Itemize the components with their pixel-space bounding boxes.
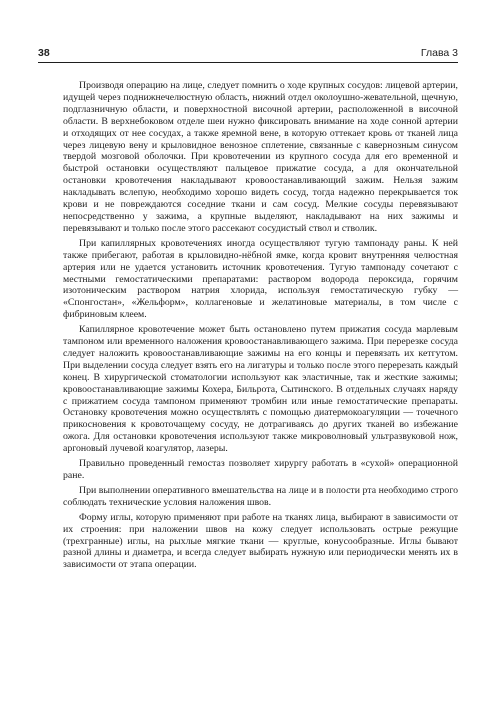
running-header (38, 47, 458, 59)
header-rule (38, 62, 458, 63)
paragraph: Форму иглы, которую применяют при работе на тканях лица, выбирают в зависимости от их строения: при наложении швов на кожу следует использовать острые режущие (трехгранные) иглы, на рыхлые мягкие ткани — круглые, конусообразные. Иглы бывают разной длины и диаметра, и всегда следует выбирать нужную или периодически менять их в зависимости от этапа операции. (63, 511, 458, 571)
paragraph: При капиллярных кровотечениях иногда осуществляют тугую тампонаду раны. К ней также прибегают, работая в крыловидно-нёбной ямке, когда кровит внутренняя челюстная артерия или не удается установить источник кровотечения. Тугую тампонаду сочетают с местными гемостатическими препаратами: раствором водорода пероксида, горячим изотоническим раствором натрия хлорида, используя гемостатическую губку — «Спонгостан», «Жельформ», коллагеновые и желатиновые материалы, в том числе с фибриновым клеем. (63, 237, 458, 321)
paragraph: Правильно проведенный гемостаз позволяет хирургу работать в «сухой» операционной ране. (63, 458, 458, 481)
body-text (63, 80, 458, 574)
paragraph: При выполнении оперативного вмешательства на лице и в полости рта необходимо строго соблюдать технические условия наложения швов. (63, 484, 458, 508)
paragraph: Капиллярное кровотечение может быть остановлено путем прижатия сосуда марлевым тампоном или временного наложения кровоостанавливающего зажима. При перерезке сосуда следует наложить кровоостанавливающие зажимы на его концы и перевязать их кетгутом. При выделении сосуда следует взять его на лигатуры и только после этого перерезать каждый конец. В хирургической стоматологии используют как эластичные, так и жесткие зажимы; кровоостанавливающие зажимы Кохера, Бильрота, Сытинского. В отдельных случаях наряду с прижатием сосуда тампоном применяют тромбин или иные гемостатические препараты. Остановку кровотечения можно осуществлять с помощью диатермокоагуляции — точечного прикосновения к кровоточащему сосуду, не дотрагиваясь до других тканей во избежание ожога. Для остановки кровотечения используют также микроволновый ультразвуковой нож, аргоновый лучевой коагулятор, лазеры. (63, 324, 458, 455)
paragraph: Производя операцию на лице, следует помнить о ходе крупных сосудов: лицевой артерии, идущей через поднижнечелюстную область, нижний отдел околоушно-жевательной, щечную, подглазничную области, и поверхностной височной артерии, расположенной в височной области. В верхнебоковом отделе шеи нужно фиксировать внимание на ходе сонной артерии и отходящих от нее сосудах, а также яремной вене, в которую оттекает кровь от тканей лица через лицевую вену и крыловидное венозное сплетение, связанные с кавернозным синусом твердой мозговой оболочки. При кровотечении из крупного сосуда для его временной и быстрой остановки осуществляют пальцевое прижатие сосуда, а для окончательной остановки кровотечения накладывают кровоостанавливающий зажим. Нельзя зажим накладывать вслепую, необходимо хорошо видеть сосуд, тогда надежно перекрывается ток крови и не повреждаются соседние ткани и сам сосуд. Мелкие сосуды перевязывают непосредственно у зажима, а крупные выделяют, накладывают на них зажимы и перевязывают и только после этого рассекают сосудистый ствол и стволик. (63, 80, 458, 234)
page-number: 38 (38, 47, 50, 59)
chapter-title: Глава 3 (420, 47, 458, 59)
